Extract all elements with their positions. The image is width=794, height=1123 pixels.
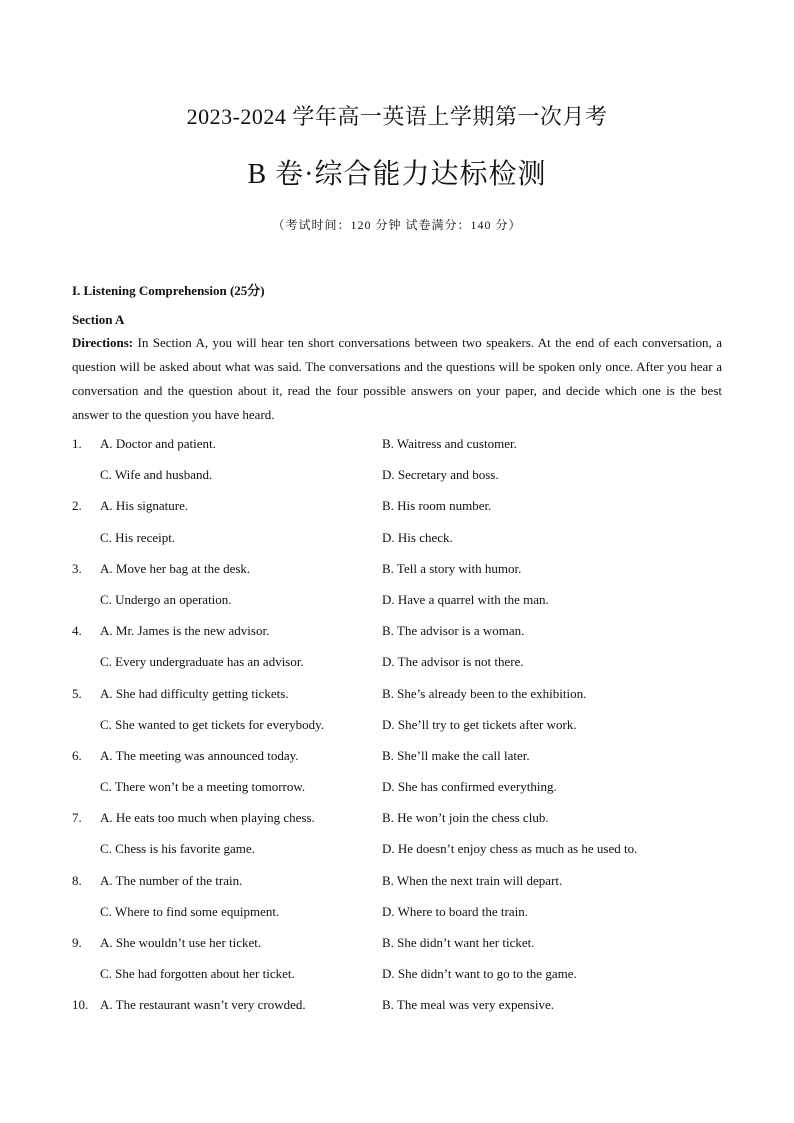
question-row [72, 779, 722, 810]
question-row [72, 498, 722, 529]
question-row [72, 592, 722, 623]
option-b: B. He won’t join the chess club. [382, 810, 549, 826]
directions-label: Directions: [72, 335, 134, 350]
option-a: A. His signature. [100, 498, 189, 514]
question-row [72, 997, 722, 1028]
option-d: D. Where to board the train. [382, 903, 528, 919]
directions-text: In Section A, you will hear ten short conversations between two speakers. At the end of each conversation, a question will be asked about what was said. The conversations and the questions will be spoken only once. After you hear a conversation and the question about it, read the four possible answers on your paper, and decide which one is the best answer to the question you have heard. [72, 335, 722, 422]
option-a: A. Doctor and patient. [100, 436, 216, 451]
question-row [72, 841, 722, 872]
part-title: I. Listening Comprehension (25分) [72, 283, 265, 298]
question-number: 3. [72, 560, 82, 576]
question-row [72, 717, 722, 748]
option-d: D. Have a quarrel with the man. [382, 591, 549, 607]
option-c: C. Undergo an operation. [100, 591, 232, 607]
question-row [72, 467, 722, 498]
question-row [72, 966, 722, 997]
question-list [72, 436, 722, 1029]
option-a: A. The restaurant wasn’t very crowded. [100, 997, 306, 1013]
option-b: B. She’s already been to the exhibition. [382, 685, 587, 701]
option-b: B. Tell a story with humor. [382, 560, 522, 576]
question-row [72, 623, 722, 654]
question-row [72, 904, 722, 935]
option-d: D. She has confirmed everything. [382, 779, 557, 795]
question-number: 8. [72, 872, 82, 888]
question-number: 9. [72, 935, 82, 950]
question-row [72, 810, 722, 841]
option-c: C. Chess is his favorite game. [100, 841, 255, 857]
option-b: B. The advisor is a woman. [382, 623, 525, 639]
option-c: C. Every undergraduate has an advisor. [100, 654, 304, 670]
option-a: A. The number of the train. [100, 872, 243, 888]
option-a: A. She wouldn’t use her ticket. [100, 935, 262, 950]
question-row [72, 436, 722, 467]
question-number: 6. [72, 747, 82, 763]
option-d: D. Secretary and boss. [382, 467, 499, 483]
question-number: 1. [72, 436, 82, 451]
question-number: 5. [72, 685, 82, 701]
option-d: D. His check. [382, 529, 453, 545]
question-row [72, 530, 722, 561]
option-d: D. She’ll try to get tickets after work. [382, 716, 577, 732]
exam-subtitle: B 卷·综合能力达标检测 [247, 159, 547, 190]
option-a: A. Mr. James is the new advisor. [100, 623, 270, 639]
option-b: B. Waitress and customer. [382, 436, 517, 451]
question-row [72, 654, 722, 685]
question-row [72, 686, 722, 717]
option-c: C. Where to find some equipment. [100, 903, 280, 919]
option-a: A. She had difficulty getting tickets. [100, 685, 289, 701]
directions-paragraph [72, 331, 722, 427]
question-row [72, 748, 722, 779]
section-heading: Section A [72, 312, 125, 327]
option-a: A. The meeting was announced today. [100, 747, 299, 763]
option-c: C. His receipt. [100, 529, 176, 545]
question-number: 7. [72, 810, 82, 826]
option-c: C. She wanted to get tickets for everybody. [100, 716, 325, 732]
option-c: C. Wife and husband. [100, 467, 213, 483]
exam-info: （考试时间：120 分钟 试卷满分：140 分） [272, 218, 522, 232]
question-row [72, 561, 722, 592]
option-d: D. He doesn’t enjoy chess as much as he used to. [382, 841, 638, 857]
question-row [72, 873, 722, 904]
option-b: B. She didn’t want her ticket. [382, 935, 535, 950]
option-d: D. The advisor is not there. [382, 654, 524, 670]
option-b: B. She’ll make the call later. [382, 747, 530, 763]
question-number: 4. [72, 623, 82, 639]
exam-title: 2023-2024 学年高一英语上学期第一次月考 [186, 104, 608, 129]
option-c: C. There won’t be a meeting tomorrow. [100, 779, 306, 795]
question-number: 10. [72, 997, 89, 1013]
option-b: B. The meal was very expensive. [382, 997, 554, 1013]
option-b: B. When the next train will depart. [382, 872, 563, 888]
option-d: D. She didn’t want to go to the game. [382, 966, 577, 982]
question-row [72, 935, 722, 966]
option-a: A. Move her bag at the desk. [100, 560, 251, 576]
option-b: B. His room number. [382, 498, 492, 514]
option-a: A. He eats too much when playing chess. [100, 810, 315, 826]
option-c: C. She had forgotten about her ticket. [100, 966, 295, 982]
question-number: 2. [72, 498, 82, 514]
